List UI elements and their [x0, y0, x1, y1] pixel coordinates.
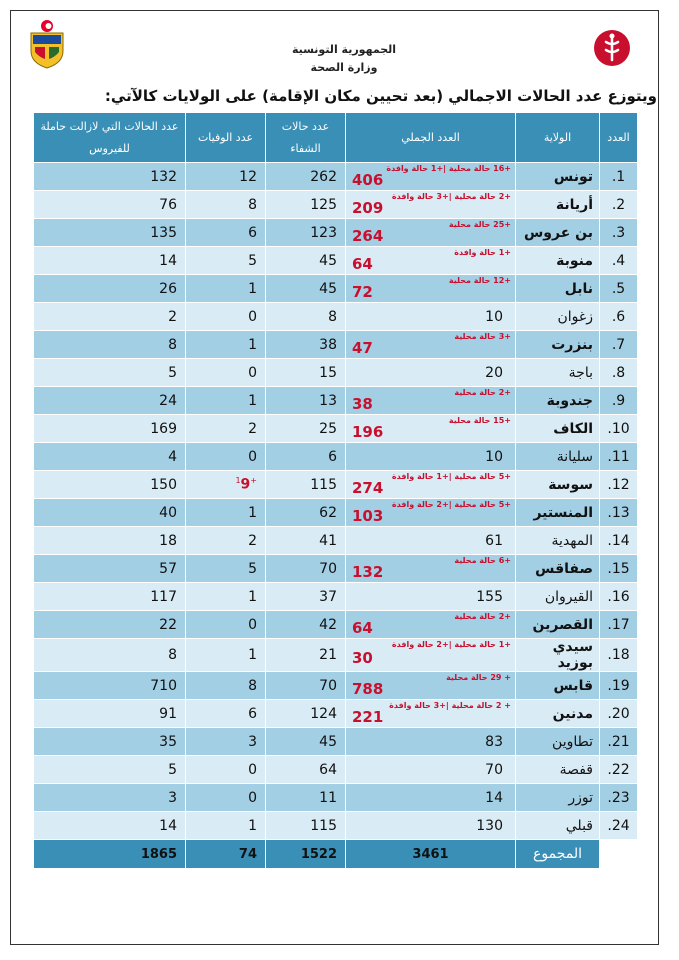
row-recovered: 13	[266, 387, 346, 415]
row-index: 1.	[600, 163, 638, 191]
row-total: 14	[485, 789, 503, 806]
row-governorate: تونس	[516, 163, 600, 191]
row-index: 14.	[600, 527, 638, 555]
row-index: 12.	[600, 471, 638, 499]
row-index: 2.	[600, 191, 638, 219]
row-total-cell	[346, 359, 516, 387]
row-governorate: قابس	[516, 672, 600, 700]
health-ministry-logo-icon	[592, 28, 632, 68]
row-total: 209	[352, 198, 384, 217]
row-total-cell	[346, 303, 516, 331]
table-row	[34, 639, 638, 672]
row-deaths: 0	[248, 448, 257, 465]
row-recovered: 45	[266, 247, 346, 275]
row-governorate: منوبة	[516, 247, 600, 275]
row-recovered: 262	[266, 163, 346, 191]
row-total: 83	[485, 733, 503, 750]
row-deaths-cell	[186, 756, 266, 784]
row-new-cases-note: +5 حالة محلية |+2 حالة وافدة	[391, 500, 511, 509]
row-total: 38	[352, 394, 373, 413]
row-active: 132	[34, 163, 186, 191]
row-deaths: 1	[248, 588, 257, 605]
row-total-cell	[346, 247, 516, 275]
row-total-cell	[346, 555, 516, 583]
table-row	[34, 672, 638, 700]
row-total: 47	[352, 338, 373, 357]
row-governorate: قفصة	[516, 756, 600, 784]
sum-total: 3461	[346, 840, 516, 869]
row-total-cell	[346, 387, 516, 415]
row-index: 20.	[600, 700, 638, 728]
col-header-deaths: عدد الوفيات	[186, 113, 266, 163]
row-deaths: 0	[248, 616, 257, 633]
row-index: 13.	[600, 499, 638, 527]
row-total: 20	[485, 364, 503, 381]
row-deaths: 2	[248, 420, 257, 437]
row-deaths-cell	[186, 303, 266, 331]
row-governorate: القيروان	[516, 583, 600, 611]
row-index: 22.	[600, 756, 638, 784]
row-governorate: المهدية	[516, 527, 600, 555]
coat-of-arms-icon	[27, 19, 67, 69]
row-active: 14	[34, 812, 186, 840]
row-total-cell	[346, 331, 516, 359]
row-recovered: 115	[266, 471, 346, 499]
row-recovered: 45	[266, 728, 346, 756]
table-subtitle: ويتوزع عدد الحالات الاجمالي (بعد تحيين مكان الإقامة) على الولايات كالآتي:	[104, 87, 657, 105]
row-total-cell	[346, 784, 516, 812]
row-index: 17.	[600, 611, 638, 639]
row-recovered: 115	[266, 812, 346, 840]
row-governorate: القصرين	[516, 611, 600, 639]
row-index: 19.	[600, 672, 638, 700]
row-total: 788	[352, 679, 384, 698]
row-deaths: 9	[240, 476, 251, 493]
row-new-cases-note: +2 حالة محلية	[454, 388, 511, 397]
row-total: 406	[352, 170, 384, 189]
row-deaths-cell	[186, 784, 266, 812]
row-deaths-cell	[186, 639, 266, 672]
row-active: 169	[34, 415, 186, 443]
table-row	[34, 555, 638, 583]
row-active: 8	[34, 639, 186, 672]
row-deaths-cell	[186, 672, 266, 700]
table-row	[34, 700, 638, 728]
table-row	[34, 275, 638, 303]
row-index: 23.	[600, 784, 638, 812]
row-total-cell	[346, 812, 516, 840]
row-deaths: 0	[248, 308, 257, 325]
row-governorate: الكاف	[516, 415, 600, 443]
row-deaths-cell	[186, 247, 266, 275]
table-sum-row	[34, 840, 638, 869]
table-body	[34, 163, 638, 840]
row-deaths-cell	[186, 191, 266, 219]
row-total: 274	[352, 478, 384, 497]
row-index: 18.	[600, 639, 638, 672]
table-row	[34, 728, 638, 756]
row-recovered: 42	[266, 611, 346, 639]
row-total-cell	[346, 499, 516, 527]
row-recovered: 124	[266, 700, 346, 728]
row-total: 264	[352, 226, 384, 245]
row-governorate: سيدي بوزيد	[516, 639, 600, 672]
row-recovered: 45	[266, 275, 346, 303]
sum-blank-cell	[600, 840, 638, 869]
row-deaths: 0	[248, 789, 257, 806]
row-new-cases-note: +6 حالة محلية	[454, 556, 511, 565]
row-index: 15.	[600, 555, 638, 583]
table-row	[34, 756, 638, 784]
table-row	[34, 191, 638, 219]
row-deaths: 1	[248, 504, 257, 521]
row-governorate: جندوبة	[516, 387, 600, 415]
row-deaths-cell	[186, 471, 266, 499]
row-active: 40	[34, 499, 186, 527]
table-row	[34, 163, 638, 191]
cases-table	[33, 112, 638, 869]
row-deaths: 6	[248, 705, 257, 722]
row-deaths-cell	[186, 331, 266, 359]
row-new-cases-note: + 29 حالة محلية	[446, 673, 511, 682]
row-governorate: صفاقس	[516, 555, 600, 583]
row-total: 103	[352, 506, 384, 525]
row-governorate: سوسة	[516, 471, 600, 499]
table-row	[34, 499, 638, 527]
row-recovered: 21	[266, 639, 346, 672]
row-total-cell	[346, 191, 516, 219]
sum-label: المجموع	[516, 840, 600, 869]
row-recovered: 25	[266, 415, 346, 443]
table-row	[34, 611, 638, 639]
row-recovered: 38	[266, 331, 346, 359]
row-deaths: 5	[248, 252, 257, 269]
row-deaths: 6	[248, 224, 257, 241]
row-deaths: 1	[248, 280, 257, 297]
col-header-recovered: عدد حالات الشفاء	[266, 113, 346, 163]
row-deaths-cell	[186, 359, 266, 387]
col-header-active: عدد الحالات التي لازالت حاملة للفيروس	[34, 113, 186, 163]
table-row	[34, 415, 638, 443]
table-row	[34, 583, 638, 611]
row-new-cases-note: +15 حالة محلية	[448, 416, 511, 425]
row-deaths-cell	[186, 219, 266, 247]
row-active: 35	[34, 728, 186, 756]
country-name: الجمهورية التونسية	[291, 43, 397, 56]
row-total: 72	[352, 282, 373, 301]
row-active: 5	[34, 359, 186, 387]
row-total: 196	[352, 422, 384, 441]
row-active: 117	[34, 583, 186, 611]
row-death-note: +1	[235, 476, 257, 486]
table-row	[34, 812, 638, 840]
row-total-cell	[346, 219, 516, 247]
row-total-cell	[346, 163, 516, 191]
row-deaths-cell	[186, 728, 266, 756]
row-deaths: 0	[248, 364, 257, 381]
row-deaths-cell	[186, 387, 266, 415]
row-new-cases-note: +25 حالة محلية	[448, 220, 511, 229]
row-deaths: 1	[248, 392, 257, 409]
row-deaths-cell	[186, 555, 266, 583]
row-deaths: 12	[239, 168, 257, 185]
row-total: 64	[352, 254, 373, 273]
row-total: 61	[485, 532, 503, 549]
row-deaths: 3	[248, 733, 257, 750]
table-row	[34, 219, 638, 247]
row-active: 22	[34, 611, 186, 639]
row-active: 3	[34, 784, 186, 812]
row-recovered: 41	[266, 527, 346, 555]
row-recovered: 123	[266, 219, 346, 247]
row-deaths-cell	[186, 700, 266, 728]
row-new-cases-note: +5 حالة محلية |+1 حالة وافدة	[391, 472, 511, 481]
row-total-cell	[346, 611, 516, 639]
row-governorate: باجة	[516, 359, 600, 387]
row-deaths-cell	[186, 499, 266, 527]
table-row	[34, 784, 638, 812]
row-governorate: زغوان	[516, 303, 600, 331]
row-governorate: قبلي	[516, 812, 600, 840]
row-total: 70	[485, 761, 503, 778]
row-total: 130	[476, 817, 503, 834]
row-index: 11.	[600, 443, 638, 471]
row-new-cases-note: +3 حالة محلية	[454, 332, 511, 341]
row-total-cell	[346, 527, 516, 555]
row-recovered: 70	[266, 555, 346, 583]
row-deaths: 1	[248, 336, 257, 353]
row-recovered: 15	[266, 359, 346, 387]
table-row	[34, 527, 638, 555]
row-index: 9.	[600, 387, 638, 415]
row-governorate: نابل	[516, 275, 600, 303]
row-deaths: 1	[248, 647, 257, 663]
row-deaths-cell	[186, 163, 266, 191]
row-deaths: 5	[248, 560, 257, 577]
table-row	[34, 303, 638, 331]
row-new-cases-note: +2 حالة محلية |+3 حالة وافدة	[391, 192, 511, 201]
row-total: 221	[352, 707, 384, 726]
row-index: 7.	[600, 331, 638, 359]
sum-active: 1865	[34, 840, 186, 869]
row-recovered: 6	[266, 443, 346, 471]
row-deaths: 1	[248, 817, 257, 834]
row-new-cases-note: +1 حالة وافدة	[454, 248, 511, 257]
row-active: 26	[34, 275, 186, 303]
row-deaths: 2	[248, 532, 257, 549]
row-governorate: أريانة	[516, 191, 600, 219]
row-total: 132	[352, 562, 384, 581]
row-deaths-cell	[186, 415, 266, 443]
row-recovered: 37	[266, 583, 346, 611]
row-deaths-cell	[186, 275, 266, 303]
row-deaths-cell	[186, 583, 266, 611]
row-total-cell	[346, 443, 516, 471]
row-total: 10	[485, 308, 503, 325]
row-total-cell	[346, 639, 516, 672]
row-index: 8.	[600, 359, 638, 387]
row-total-cell	[346, 728, 516, 756]
row-new-cases-note: + 2 حالة محلية |+3 حالة وافدة	[389, 701, 511, 710]
table-row	[34, 387, 638, 415]
ministry-name: وزارة الصحة	[310, 61, 378, 74]
row-active: 18	[34, 527, 186, 555]
row-index: 5.	[600, 275, 638, 303]
row-new-cases-note: +2 حالة محلية	[454, 612, 511, 621]
row-new-cases-note: +1 حالة محلية |+2 حالة وافدة	[391, 640, 511, 649]
row-recovered: 64	[266, 756, 346, 784]
table-row	[34, 247, 638, 275]
row-total-cell	[346, 672, 516, 700]
col-header-total: العدد الجملي	[346, 113, 516, 163]
row-active: 14	[34, 247, 186, 275]
row-active: 150	[34, 471, 186, 499]
row-active: 5	[34, 756, 186, 784]
row-governorate: مدنين	[516, 700, 600, 728]
row-index: 16.	[600, 583, 638, 611]
row-total-cell	[346, 275, 516, 303]
row-governorate: تطاوين	[516, 728, 600, 756]
row-active: 8	[34, 331, 186, 359]
row-index: 21.	[600, 728, 638, 756]
row-recovered: 62	[266, 499, 346, 527]
row-active: 24	[34, 387, 186, 415]
row-index: 3.	[600, 219, 638, 247]
row-recovered: 11	[266, 784, 346, 812]
row-deaths: 8	[248, 677, 257, 694]
sum-deaths: 74	[186, 840, 266, 869]
row-index: 10.	[600, 415, 638, 443]
sum-recovered: 1522	[266, 840, 346, 869]
row-deaths-cell	[186, 611, 266, 639]
row-active: 91	[34, 700, 186, 728]
row-total: 64	[352, 618, 373, 637]
row-total-cell	[346, 583, 516, 611]
row-active: 4	[34, 443, 186, 471]
row-total-cell	[346, 756, 516, 784]
row-recovered: 70	[266, 672, 346, 700]
row-total: 155	[476, 588, 503, 605]
table-row	[34, 331, 638, 359]
row-active: 57	[34, 555, 186, 583]
row-governorate: بن عروس	[516, 219, 600, 247]
row-recovered: 8	[266, 303, 346, 331]
row-deaths: 8	[248, 196, 257, 213]
row-deaths-cell	[186, 527, 266, 555]
row-active: 2	[34, 303, 186, 331]
row-index: 24.	[600, 812, 638, 840]
row-active: 135	[34, 219, 186, 247]
row-active: 76	[34, 191, 186, 219]
row-deaths: 0	[248, 761, 257, 778]
table-row	[34, 359, 638, 387]
row-active: 710	[34, 672, 186, 700]
row-total: 30	[352, 649, 373, 667]
row-governorate: المنستير	[516, 499, 600, 527]
table-row	[34, 471, 638, 499]
row-new-cases-note: +12 حالة محلية	[448, 276, 511, 285]
table-header-row	[34, 113, 638, 163]
row-deaths-cell	[186, 443, 266, 471]
row-governorate: سليانة	[516, 443, 600, 471]
col-header-governorate: الولاية	[516, 113, 600, 163]
table-row	[34, 443, 638, 471]
page-header	[0, 0, 679, 90]
row-governorate: توزر	[516, 784, 600, 812]
col-header-index: العدد	[600, 113, 638, 163]
row-total-cell	[346, 700, 516, 728]
row-new-cases-note: +16 حالة محلية |+1 حالة وافدة	[386, 164, 511, 173]
row-total-cell	[346, 471, 516, 499]
row-total: 10	[485, 448, 503, 465]
row-governorate: بنزرت	[516, 331, 600, 359]
row-index: 6.	[600, 303, 638, 331]
row-total-cell	[346, 415, 516, 443]
row-recovered: 125	[266, 191, 346, 219]
row-deaths-cell	[186, 812, 266, 840]
row-index: 4.	[600, 247, 638, 275]
